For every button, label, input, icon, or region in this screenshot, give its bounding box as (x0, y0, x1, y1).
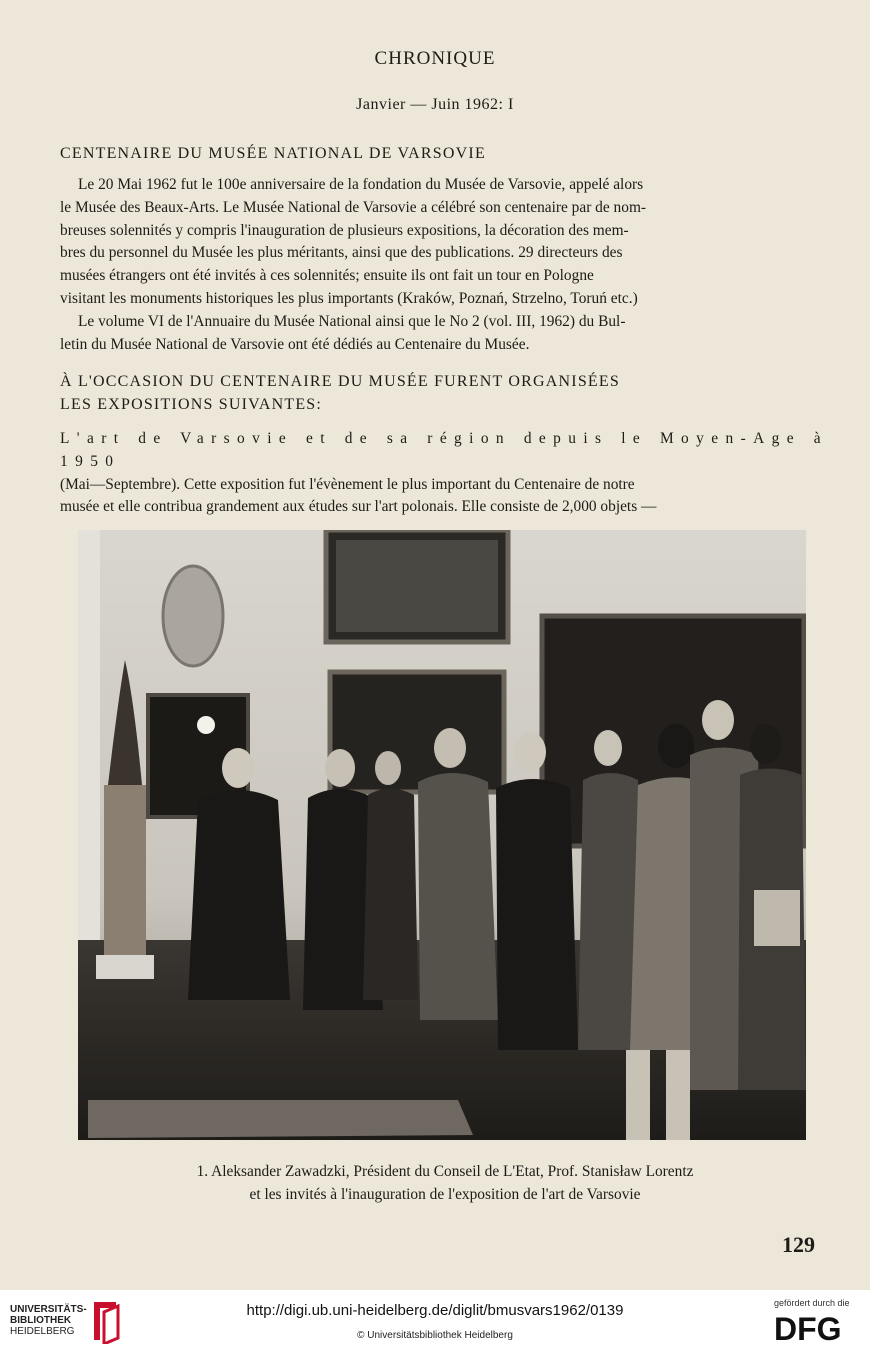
caption-line-2: et les invités à l'inauguration de l'exposition de l'art de Varsovie (249, 1186, 641, 1203)
page-number: 129 (782, 1232, 815, 1257)
funder-label: gefördert durch die (774, 1298, 850, 1308)
page-title: CHRONIQUE (374, 48, 496, 69)
caption-line-1: 1. Aleksander Zawadzki, Président du Conseil de L'Etat, Prof. Stanisław Lorentz (196, 1163, 694, 1180)
exhibition-title: L'art de Varsovie et de sa région depuis le Moyen-Age à 1950 (60, 430, 828, 470)
section-title-expositions-2: LES EXPOSITIONS SUIVANTES: (60, 396, 323, 413)
dfg-logo-icon (772, 1310, 858, 1344)
figure-caption (60, 1160, 830, 1206)
exhibition-photograph (78, 530, 806, 1140)
text-line: musées étrangers ont été invités à ces solennités; ensuite ils ont fait un tour en Pologne (60, 267, 594, 285)
library-name-line: UNIVERSITÄTS- (10, 1304, 87, 1315)
section2-body (60, 428, 828, 519)
copyright-notice: © Universitätsbibliothek Heidelberg (357, 1330, 513, 1341)
text-line: bres du personnel du Musée les plus méritants, ainsi que des publications. 29 directeurs des (60, 244, 623, 262)
text-line: visitant les monuments historiques les plus importants (Kraków, Poznań, Strzelno, Toruń etc.) (60, 289, 638, 307)
text-line: musée et elle contribua grandement aux études sur l'art polonais. Elle consiste de 2,000 objets — (60, 498, 657, 516)
section1-body (60, 174, 828, 356)
text-line: Le 20 Mai 1962 fut le 100e anniversaire de la fondation du Musée de Varsovie, appelé alors (78, 176, 644, 193)
library-name-line: BIBLIOTHEK (10, 1315, 72, 1326)
digitization-footer (0, 1290, 870, 1352)
text-line: Le volume VI de l'Annuaire du Musée National ainsi que le No 2 (vol. III, 1962) du Bul- (78, 312, 626, 330)
text-line: (Mai—Septembre). Cette exposition fut l'évènement le plus important du Centenaire de notre (60, 475, 635, 493)
library-name-line: HEIDELBERG (10, 1326, 75, 1337)
dfg-logo-text: DFG (774, 1311, 842, 1344)
section-title-expositions-1: À L'OCCASION DU CENTENAIRE DU MUSÉE FURENT ORGANISÉES (60, 373, 620, 390)
text-line: le Musée des Beaux-Arts. Le Musée National de Varsovie a célébré son centenaire par de nom- (60, 198, 647, 216)
date-range: Janvier — Juin 1962: I (356, 96, 514, 113)
source-url-link[interactable]: http://digi.ub.uni-heidelberg.de/diglit/bmusvars1962/0139 (246, 1302, 624, 1319)
text-line: letin du Musée National de Varsovie ont été dédiés au Centenaire du Musée. (60, 335, 530, 353)
section-title-centenaire: CENTENAIRE DU MUSÉE NATIONAL DE VARSOVIE (60, 145, 486, 162)
text-line: breuses solennités y compris l'inauguration de plusieurs expositions, la décoration des mem- (60, 221, 629, 239)
